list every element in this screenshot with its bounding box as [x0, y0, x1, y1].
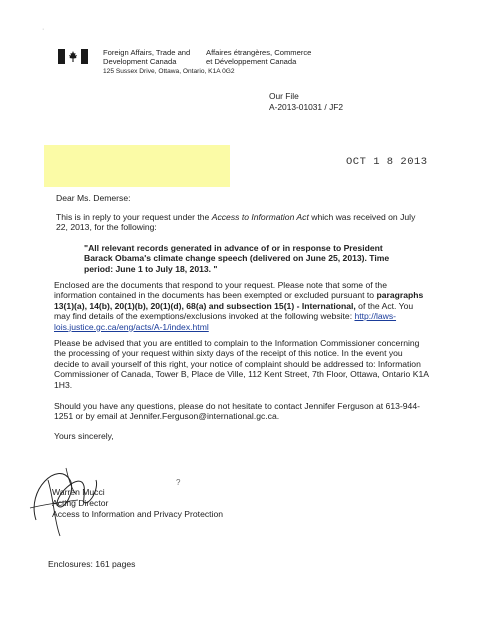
- department-name-fr: Affaires étrangères, Commerce et Développement Canada: [206, 48, 312, 66]
- exemption-paragraphs: paragraphs 13(1)(a), 14(b), 20(1)(b), 20(1)(d), 68(a) and subsection 15(1) - International,: [54, 290, 424, 311]
- signer-title: Acting Director: [52, 498, 109, 508]
- closing: Yours sincerely,: [54, 431, 114, 441]
- canada-flag-icon: [58, 49, 88, 64]
- department-address: 125 Sussex Drive, Ottawa, Ontario, K1A 0G2: [103, 68, 235, 75]
- paragraph-contact: Should you have any questions, please do not hesitate to contact Jennifer Ferguson at 613-944-1251 or by email at Jennifer.Ferguson@international.gc.ca.: [54, 401, 420, 422]
- request-quote: "All relevant records generated in advance of or in response to President Barack Obama's climate change speech (delivered on June 25, 2013). Time period: June 1 to July 18, 2013. ": [84, 243, 390, 274]
- paragraph-exemptions: Enclosed are the documents that respond to your request. Please note that some of the information contained in the documents has been exempted or excluded pursuant to paragraphs 13(1)(a), 14(b), 20(1)(b), 20(1)(d), 68(a) and subsection 15(1) - International, of the Act. You may find details of the exemptions/exclusions invoked at the following website: http://laws-lois.justice.gc.ca/eng/acts/A-1/index.html: [54, 280, 424, 332]
- our-file-label: Our File: [269, 91, 299, 101]
- signature-mark: ?: [176, 478, 181, 487]
- department-name-en: Foreign Affairs, Trade and Development Canada: [103, 48, 191, 66]
- salutation: Dear Ms. Demerse:: [56, 193, 131, 203]
- paragraph-complaint: Please be advised that you are entitled to complain to the Information Commissioner concerning the processing of your request within sixty days of the receipt of this notice. In the event you decide to avail yourself of this right, your notice of complaint should be addressed to: Information Commissioner of Canada, Tower B, Place de Ville, 112 Kent Street, 7th Floor, Ottawa, Ontario K1A 1H3.: [54, 338, 429, 390]
- scan-mark: ·: [42, 26, 45, 33]
- our-file-number: A-2013-01031 / JF2: [269, 102, 344, 112]
- justice-laws-link[interactable]: http://laws-lois.justice.gc.ca/eng/acts/A-1/index.html: [54, 311, 397, 332]
- redaction-highlight: [44, 145, 230, 187]
- enclosures: Enclosures: 161 pages: [48, 559, 136, 569]
- signer-division: Access to Information and Privacy Protection: [52, 509, 223, 519]
- paragraph-intro: This is in reply to your request under the Access to Information Act which was received on July 22, 2013, for the following:: [56, 212, 416, 233]
- act-title: Access to Information Act: [211, 212, 309, 222]
- signer-name: Warren Mucci: [52, 487, 105, 497]
- date-stamp: OCT 1 8 2013: [346, 156, 428, 168]
